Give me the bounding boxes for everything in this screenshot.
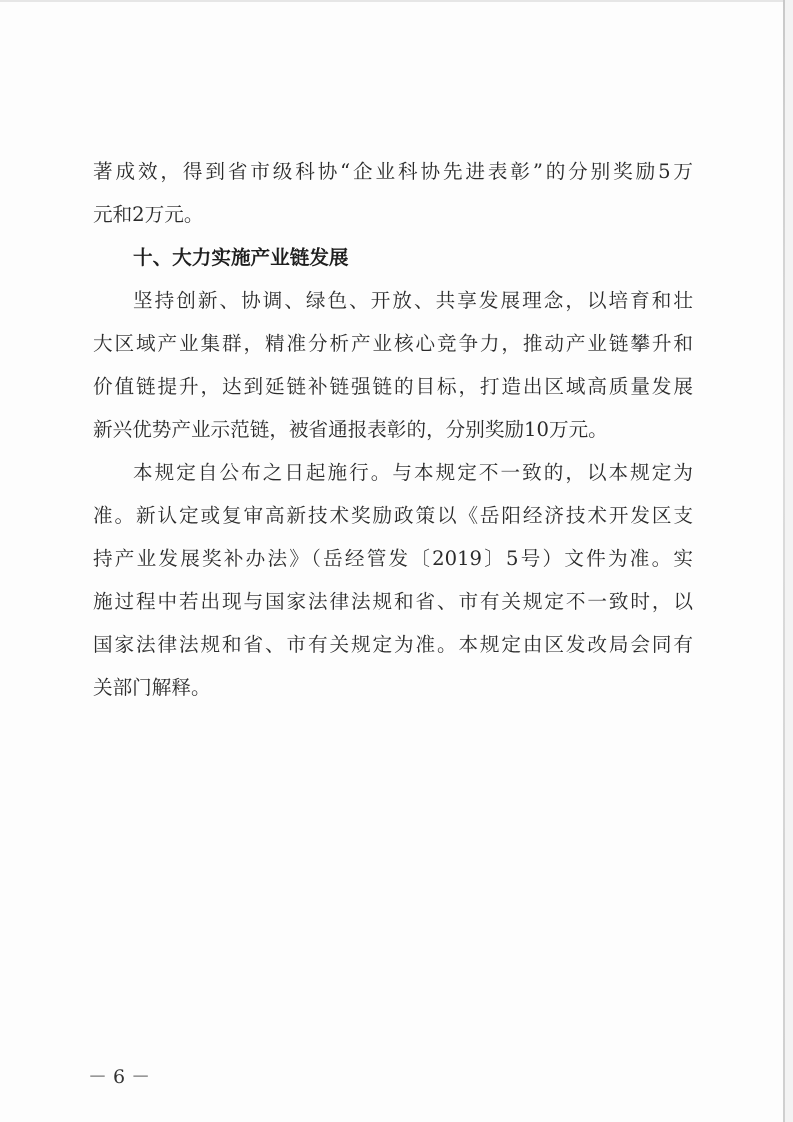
page-number: － 6 － [88, 1066, 151, 1088]
paragraph-line: 价值链提升，达到延链补链强链的目标，打造出区域高质量发展 [93, 375, 693, 398]
paragraph-line: 准。新认定或复审高新技术奖励政策以《岳阳经济技术开发区支 [93, 504, 693, 527]
paragraph-line: 元和2万元。 [93, 203, 204, 226]
paragraph-line: 本规定自公布之日起施行。与本规定不一致的，以本规定为 [133, 461, 693, 484]
paragraph-line: 国家法律法规和省、市有关规定为准。本规定由区发改局会同有 [93, 633, 693, 656]
paragraph-line: 持产业发展奖补办法》（岳经管发〔2019〕5号）文件为准。实 [93, 547, 693, 570]
paragraph-line: 坚持创新、协调、绿色、开放、共享发展理念，以培育和壮 [133, 289, 693, 312]
scan-right-margin [785, 0, 793, 1122]
scan-right-edge [783, 0, 785, 1122]
paragraph-line: 关部门解释。 [93, 676, 211, 699]
paragraph-line: 施过程中若出现与国家法律法规和省、市有关规定不一致时，以 [93, 590, 693, 613]
scan-top-edge [0, 0, 793, 2]
section-heading: 十、大力实施产业链发展 [133, 246, 349, 269]
paragraph-line: 著成效，得到省市级科协“企业科协先进表彰”的分别奖励5万 [93, 160, 693, 183]
document-body [93, 150, 693, 709]
paragraph-line: 大区域产业集群，精准分析产业核心竞争力，推动产业链攀升和 [93, 332, 693, 355]
paragraph-line: 新兴优势产业示范链，被省通报表彰的，分别奖励10万元。 [93, 418, 608, 441]
